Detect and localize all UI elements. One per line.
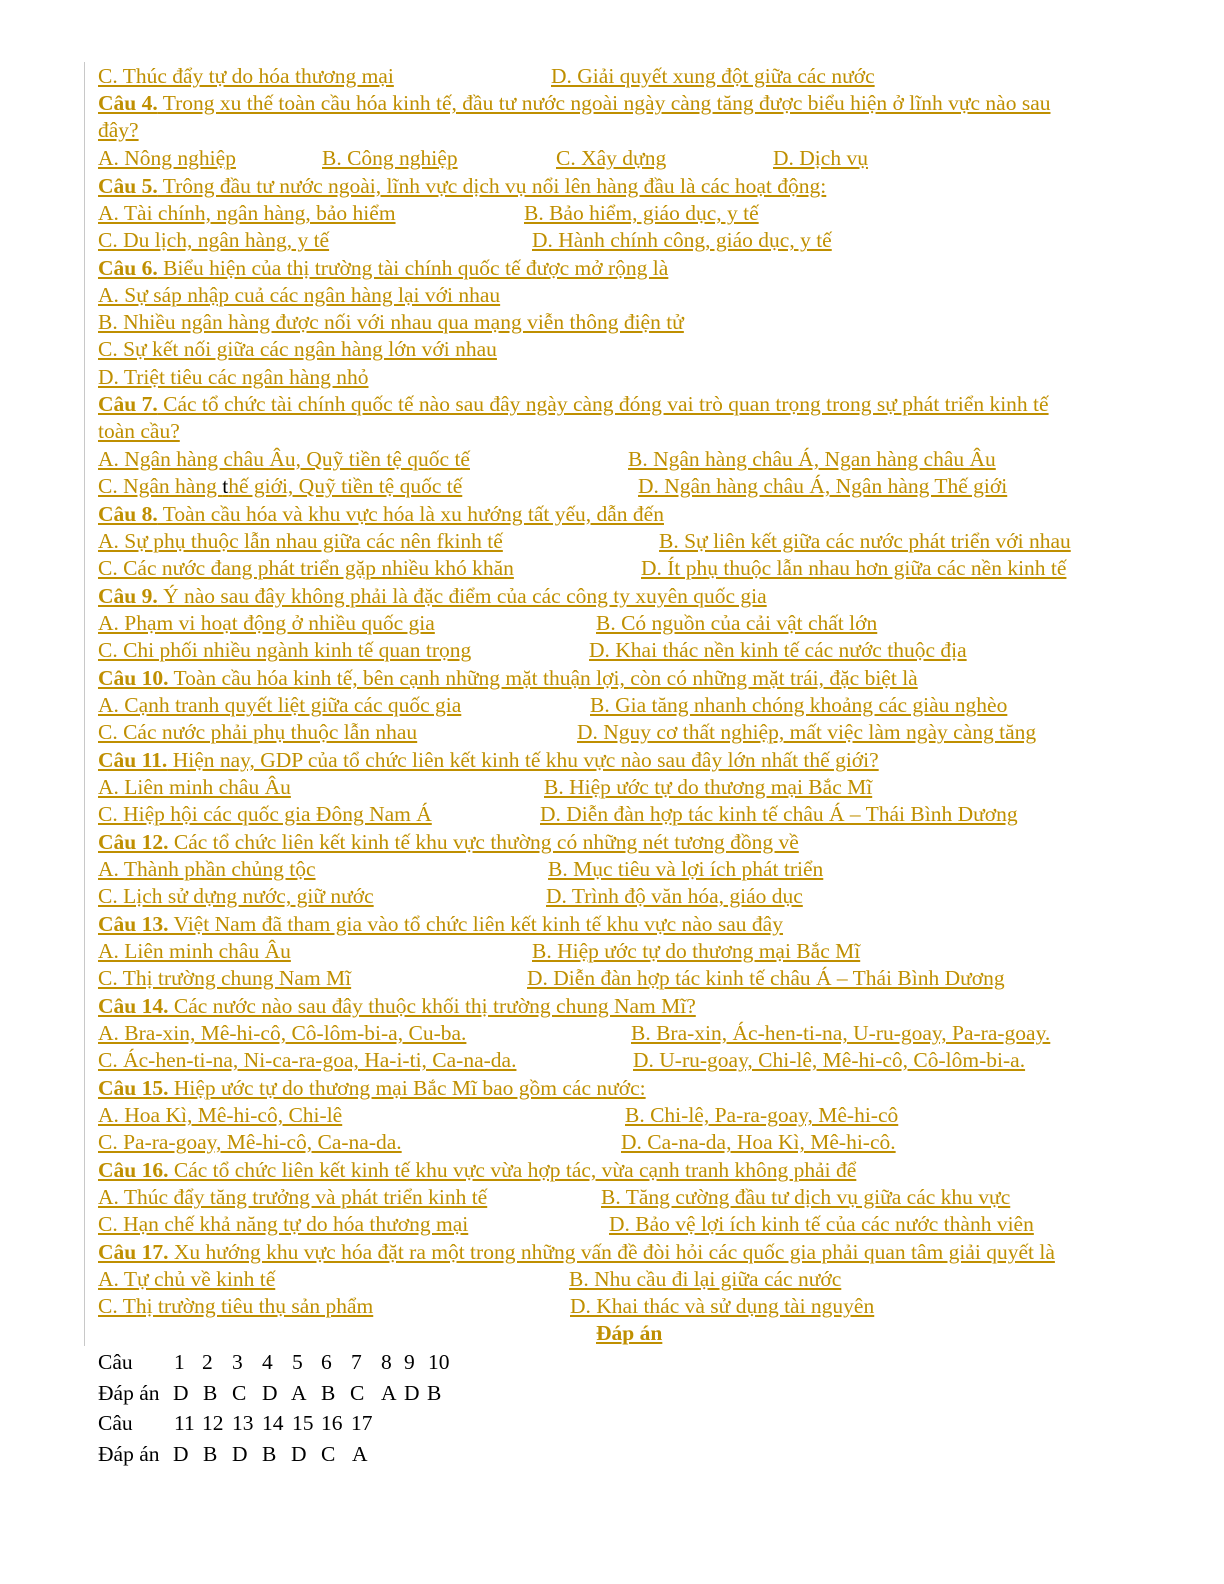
question-text: Việt Nam đã tham gia vào tổ chức liên kết kinh tế khu vực nào sau đây [168,912,783,936]
option-a: A. Thúc đẩy tăng trưởng và phát triển kinh tế [98,1185,488,1209]
option-b: B. Sự liên kết giữa các nước phát triển với nhau [659,529,1071,553]
option-a: A. Bra-xin, Mê-hi-cô, Cô-lôm-bi-a, Cu-ba. [98,1021,467,1045]
option-c: C. Lịch sử dựng nước, giữ nước [98,884,374,908]
answer-letter: B [203,1442,218,1466]
option-d: D. Trình độ văn hóa, giáo dục [546,884,803,908]
option-c-part: C. Ngân hàng [98,474,223,498]
question-text: Toàn cầu hóa và khu vực hóa là xu hướng tất yếu, dẫn đến [157,502,664,526]
answer-number: 16 [321,1411,343,1435]
question-6 [98,255,668,282]
option-d: D. Hành chính công, giáo dục, y tế [532,228,832,252]
question-number: Câu 5. [98,174,158,198]
option-a: A. Nông nghiệp [98,146,236,170]
question-number: Câu 16. [98,1158,169,1182]
question-text: Hiện nay, GDP của tổ chức liên kết kinh tế khu vực nào sau đây lớn nhất thế giới? [167,748,879,772]
question-number: Câu 14. [98,994,169,1018]
answer-letter: A [352,1442,368,1466]
option-d: D. Diễn đàn hợp tác kinh tế châu Á – Thái Bình Dương [527,966,1005,990]
option-b: B. Bảo hiểm, giáo dục, y tế [524,201,759,225]
option-d: D. Giải quyết xung đột giữa các nước [551,64,875,88]
answer-letter: D [232,1442,248,1466]
answer-number: 17 [351,1411,373,1435]
question-9 [98,583,767,610]
row-label: Đáp án [98,1381,160,1405]
option-c: C. Các nước phải phụ thuộc lẫn nhau [98,720,418,744]
option-a: A. Tài chính, ngân hàng, bảo hiểm [98,201,396,225]
option-d: D. Ít phụ thuộc lẫn nhau hơn giữa các nền kinh tế [641,556,1067,580]
answer-number: 15 [292,1411,314,1435]
question-15 [98,1075,646,1102]
option-c: C. Pa-ra-goay, Mê-hi-cô, Ca-na-da. [98,1130,402,1154]
option-c-part: hế giới, Quỹ tiền tệ quốc tế [228,474,463,498]
answer-number: 4 [262,1350,273,1374]
option-b: B. Mục tiêu và lợi ích phát triển [548,857,824,881]
answer-key-title: Đáp án [596,1321,663,1345]
answer-number: 8 [381,1350,392,1374]
option-c: C. Thị trường tiêu thụ sản phẩm [98,1294,374,1318]
question-number: Câu 15. [98,1076,169,1100]
question-number: Câu 12. [98,830,169,854]
answer-number: 11 [174,1411,195,1435]
question-17 [98,1239,1055,1266]
answer-number: 1 [174,1350,185,1374]
question-5 [98,173,826,200]
option-c: C. Các nước đang phát triển gặp nhiều khó khăn [98,556,514,580]
question-14 [98,993,696,1020]
answer-letter: D [173,1442,189,1466]
row-label: Đáp án [98,1442,160,1466]
option-a: A. Tự chủ về kinh tế [98,1267,276,1291]
option-d: D. Nguy cơ thất nghiệp, mất việc làm ngày càng tăng [577,720,1037,744]
answer-number: 10 [428,1350,450,1374]
answer-number: 2 [202,1350,213,1374]
option-a: A. Thành phần chủng tộc [98,857,316,881]
question-text: Trong xu thế toàn cầu hóa kinh tế, đầu tư nước ngoài ngày càng tăng được biểu hiện ở lĩnh vực nào sau [157,91,1051,115]
question-4 [98,90,1051,117]
option-c-part: t [222,474,229,498]
question-number: Câu 8. [98,502,158,526]
row-label: Câu [98,1350,133,1374]
question-number: Câu 9. [98,584,158,608]
option-c: C. Du lịch, ngân hàng, y tế [98,228,330,252]
option-c: C. Thúc đẩy tự do hóa thương mại [98,64,394,88]
question-number: Câu 4. [98,91,158,115]
answer-letter: D [404,1381,420,1405]
option-line [98,63,394,90]
answer-letter: B [427,1381,442,1405]
question-text: Xu hướng khu vực hóa đặt ra một trong những vấn đề đòi hỏi các quốc gia phải quan tâm giải quyết là [168,1240,1055,1264]
option-c [98,473,462,500]
option-a: A. Sự sáp nhập cuả các ngân hàng lại với nhau [98,283,501,307]
option-b: B. Chi-lê, Pa-ra-goay, Mê-hi-cô [625,1103,899,1127]
question-11 [98,747,879,774]
question-number: Câu 6. [98,256,158,280]
question-number: Câu 17. [98,1240,169,1264]
option-b: B. Nhiều ngân hàng được nối với nhau qua mạng viễn thông điện tử [98,310,684,334]
answer-letter: C [232,1381,247,1405]
answer-number: 3 [232,1350,243,1374]
option-c: C. Ác-hen-ti-na, Ni-ca-ra-goa, Ha-i-ti, Ca-na-da. [98,1048,517,1072]
option-c: C. Thị trường chung Nam Mĩ [98,966,352,990]
option-b: B. Tăng cường đầu tư dịch vụ giữa các khu vực [601,1185,1011,1209]
answer-letter: D [262,1381,278,1405]
question-7 [98,391,1049,418]
question-number: Câu 11. [98,748,168,772]
question-text: Biểu hiện của thị trường tài chính quốc tế được mở rộng là [157,256,669,280]
option-a: A. Cạnh tranh quyết liệt giữa các quốc gia [98,693,462,717]
option-d: D. Diễn đàn hợp tác kinh tế châu Á – Thái Bình Dương [540,802,1018,826]
option-d: D. U-ru-goay, Chi-lê, Mê-hi-cô, Cô-lôm-bi-a. [633,1048,1026,1072]
option-c: C. Sự kết nối giữa các ngân hàng lớn với nhau [98,337,497,361]
question-text: Các tổ chức liên kết kinh tế khu vực thường có những nét tương đồng về [168,830,799,854]
option-c: C. Xây dựng [556,146,667,170]
question-text: Các tổ chức tài chính quốc tế nào sau đây ngày càng đóng vai trò quan trọng trong sự phát triển kinh tế [157,392,1049,416]
question-number: Câu 10. [98,666,169,690]
answer-letter: C [321,1442,336,1466]
question-text: Hiệp ước tự do thương mại Bắc Mĩ bao gồm các nước: [168,1076,646,1100]
question-text: Toàn cầu hóa kinh tế, bên cạnh những mặt thuận lợi, còn có những mặt trái, đặc biệt là [168,666,918,690]
option-a: A. Liên minh châu Âu [98,775,291,799]
option-b: B. Gia tăng nhanh chóng khoảng các giàu nghèo [590,693,1008,717]
answer-letter: B [321,1381,336,1405]
option-c: C. Chi phối nhiều ngành kinh tế quan trọng [98,638,472,662]
question-7-cont: toàn cầu? [98,419,180,443]
option-d: D. Ngân hàng châu Á, Ngân hàng Thế giới [638,474,1008,498]
question-4-cont: đây? [98,118,139,142]
option-d: D. Ca-na-da, Hoa Kì, Mê-hi-cô. [621,1130,896,1154]
option-b: B. Bra-xin, Ác-hen-ti-na, U-ru-goay, Pa-ra-goay. [631,1021,1051,1045]
row-label: Câu [98,1411,133,1435]
answer-number: 14 [262,1411,284,1435]
option-a: A. Sự phụ thuộc lẫn nhau giữa các nên fkinh tế [98,529,503,553]
answer-letter: A [381,1381,397,1405]
option-b: B. Có nguồn của cải vật chất lớn [596,611,878,635]
question-10 [98,665,918,692]
question-text: Ý nào sau đây không phải là đặc điểm của các công ty xuyên quốc gia [157,584,767,608]
answer-letter: D [291,1442,307,1466]
option-d: D. Bảo vệ lợi ích kinh tế của các nước thành viên [609,1212,1034,1236]
question-text: Các tổ chức liên kết kinh tế khu vực vừa hợp tác, vừa cạnh tranh không phải để [168,1158,857,1182]
option-d: D. Triệt tiêu các ngân hàng nhỏ [98,365,369,389]
answer-letter: B [262,1442,277,1466]
question-number: Câu 7. [98,392,158,416]
answer-number: 5 [292,1350,303,1374]
answer-letter: D [173,1381,189,1405]
answer-letter: B [203,1381,218,1405]
option-d: D. Dịch vụ [773,146,868,170]
option-b: B. Hiệp ước tự do thương mại Bắc Mĩ [544,775,873,799]
question-text: Trông đầu tư nước ngoài, lĩnh vực dịch vụ nổi lên hàng đầu là các hoạt động: [157,174,827,198]
option-a: A. Hoa Kì, Mê-hi-cô, Chi-lê [98,1103,343,1127]
answer-number: 6 [321,1350,332,1374]
question-number: Câu 13. [98,912,169,936]
answer-number: 9 [404,1350,415,1374]
answer-letter: A [291,1381,307,1405]
option-b: B. Nhu cầu đi lại giữa các nước [569,1267,842,1291]
option-b: B. Ngân hàng châu Á, Ngan hàng châu Âu [628,447,996,471]
option-b: B. Hiệp ước tự do thương mại Bắc Mĩ [532,939,861,963]
question-8 [98,501,664,528]
margin-line [84,62,85,1346]
question-text: Các nước nào sau đây thuộc khối thị trường chung Nam Mĩ? [168,994,696,1018]
answer-letter: C [350,1381,365,1405]
answer-number: 13 [232,1411,254,1435]
option-c: C. Hạn chế khả năng tự do hóa thương mại [98,1212,469,1236]
option-a: A. Liên minh châu Âu [98,939,291,963]
option-b: B. Công nghiệp [322,146,458,170]
option-d: D. Khai thác và sử dụng tài nguyên [570,1294,875,1318]
question-12 [98,829,799,856]
option-a: A. Phạm vi hoạt động ở nhiều quốc gia [98,611,435,635]
option-a: A. Ngân hàng châu Âu, Quỹ tiền tệ quốc tế [98,447,470,471]
answer-number: 7 [351,1350,362,1374]
option-c: C. Hiệp hội các quốc gia Đông Nam Á [98,802,432,826]
question-13 [98,911,783,938]
answer-number: 12 [202,1411,224,1435]
question-16 [98,1157,856,1184]
option-d: D. Khai thác nền kinh tế các nước thuộc địa [589,638,967,662]
